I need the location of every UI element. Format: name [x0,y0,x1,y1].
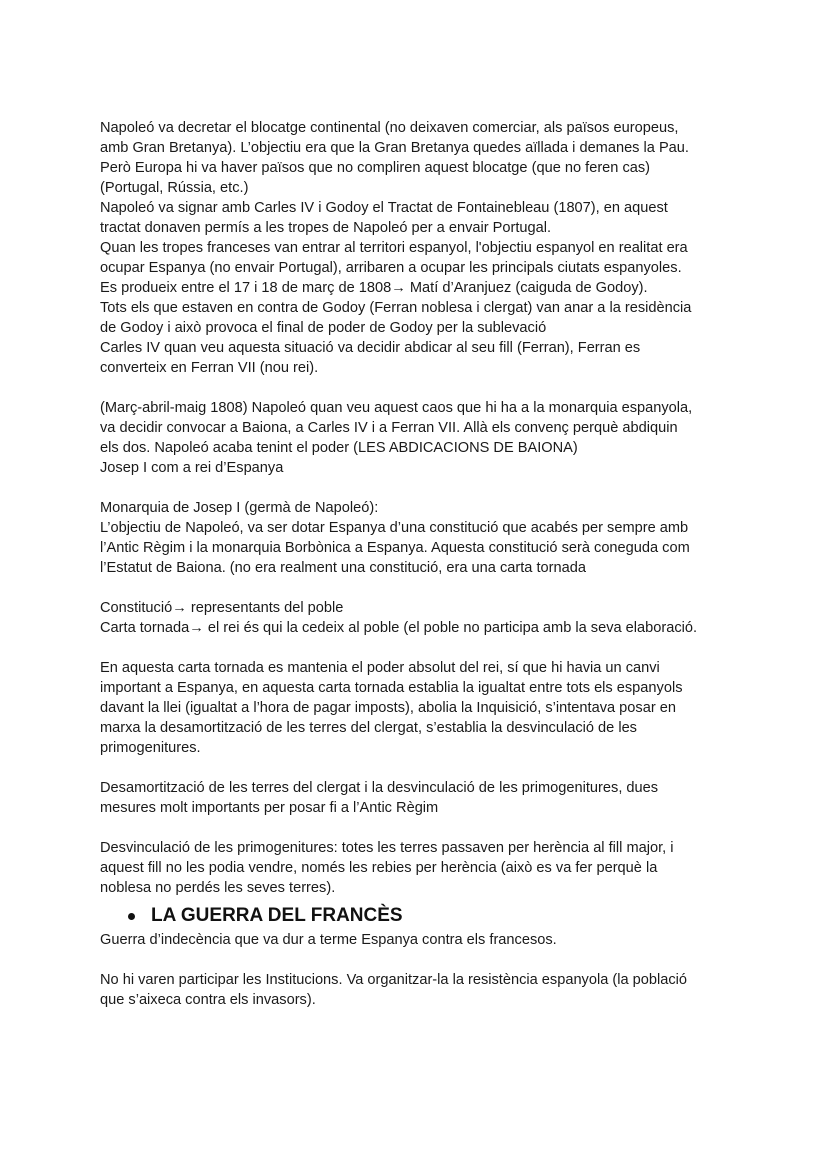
text-line: Josep I com a rei d’Espanya [100,460,284,476]
text-line: els dos. Napoleó acaba tenint el poder (LES ABDICACIONS DE BAIONA) [100,440,578,456]
text-line: Napoleó va signar amb Carles IV i Godoy el Tractat de Fontainebleau (1807), en aquest [100,200,668,216]
paragraph [100,398,740,478]
text-line: Desamortització de les terres del clergat i la desvinculació de les primogenitures, dues [100,780,659,796]
paragraph-gap [100,578,740,598]
paragraph [100,118,740,378]
bullet-icon [128,913,135,920]
text-line: que s’aixeca contra els invasors). [100,992,316,1008]
text-line: Quan les tropes franceses van entrar al territori espanyol, l'objectiu espanyol en realitat era [100,240,688,256]
paragraph-gap [100,478,740,498]
paragraph [100,498,740,578]
paragraph-gap [100,638,740,658]
paragraph [100,970,740,1010]
section-text [100,930,740,1010]
paragraph-gap [100,378,740,398]
text-line: va decidir convocar a Baiona, a Carles IV i a Ferran VII. Allà els convenç perquè abdiquin [100,420,678,436]
text-line: Guerra d’indecència que va dur a terme Espanya contra els francesos. [100,932,557,948]
text-line: de Godoy i això provoca el final de poder de Godoy per la sublevació [100,320,547,336]
text-line: Tots els que estaven en contra de Godoy (Ferran noblesa i clergat) van anar a la residència [100,300,692,316]
text-line: mesures molt importants per posar fi a l’Antic Règim [100,800,439,816]
text-line: tractat donaven permís a les tropes de Napoleó per a envair Portugal. [100,220,552,236]
text-line: amb Gran Bretanya). L’objectiu era que la Gran Bretanya quedes aïllada i demanes la Pau. [100,140,689,156]
text-line: L’objectiu de Napoleó, va ser dotar Espanya d’una constitució que acabés per sempre amb [100,520,689,536]
text-line: Napoleó va decretar el blocatge continental (no deixaven comerciar, als països europeus, [100,120,679,136]
paragraph [100,658,740,758]
text-line: Monarquia de Josep I (germà de Napoleó): [100,500,379,516]
paragraph [100,778,740,818]
text-line: converteix en Ferran VII (nou rei). [100,360,319,376]
document-page [100,118,740,1010]
text-line: Carles IV quan veu aquesta situació va decidir abdicar al seu fill (Ferran), Ferran es [100,340,641,356]
text-line: (Portugal, Rússia, etc.) [100,180,249,196]
text-line: Desvinculació de les primogenitures: totes les terres passaven per herència al fill major, i [100,840,674,856]
section-heading-text: LA GUERRA DEL FRANCÈS [151,905,403,926]
text-line: En aquesta carta tornada es mantenia el poder absolut del rei, sí que hi havia un canvi [100,660,660,676]
paragraph-gap [100,758,740,778]
body-text [100,118,740,898]
text-line: noblesa no perdés les seves terres). [100,880,336,896]
paragraph-gap [100,950,740,970]
paragraph [100,598,740,638]
text-line: davant la llei (igualtat a l’hora de pagar imposts), abolia la Inquisició, s’intentava posar en [100,700,676,716]
paragraph-gap [100,818,740,838]
text-line: important a Espanya, en aquesta carta tornada establia la igualtat entre tots els espanyols [100,680,683,696]
text-line: aquest fill no les podia vendre, només les rebies per herència (això es va fer perquè la [100,860,658,876]
text-line: No hi varen participar les Institucions. Va organitzar-la la resistència espanyola (la població [100,972,688,988]
text-line: marxa la desamortització de les terres del clergat, s’establia la desvinculació de les [100,720,637,736]
text-line: primogenitures. [100,740,201,756]
text-line: ocupar Espanya (no envair Portugal), arribaren a ocupar les principals ciutats espanyoles. [100,260,682,276]
text-line: Es produeix entre el 17 i 18 de març de 1808→ Matí d’Aranjuez (caiguda de Godoy). [100,280,648,296]
text-line: l’Estatut de Baiona. (no era realment una constitució, era una carta tornada [100,560,586,576]
text-line: Carta tornada→ el rei és qui la cedeix al poble (el poble no participa amb la seva elaboració. [100,620,698,636]
paragraph [100,930,740,950]
text-line: (Març-abril-maig 1808) Napoleó quan veu aquest caos que hi ha a la monarquia espanyola, [100,400,693,416]
section-heading [100,902,740,930]
text-line: Però Europa hi va haver països que no compliren aquest blocatge (que no feren cas) [100,160,651,176]
paragraph [100,838,740,898]
text-line: l’Antic Règim i la monarquia Borbònica a Espanya. Aquesta constitució serà coneguda com [100,540,690,556]
text-line: Constitució→ representants del poble [100,600,344,616]
